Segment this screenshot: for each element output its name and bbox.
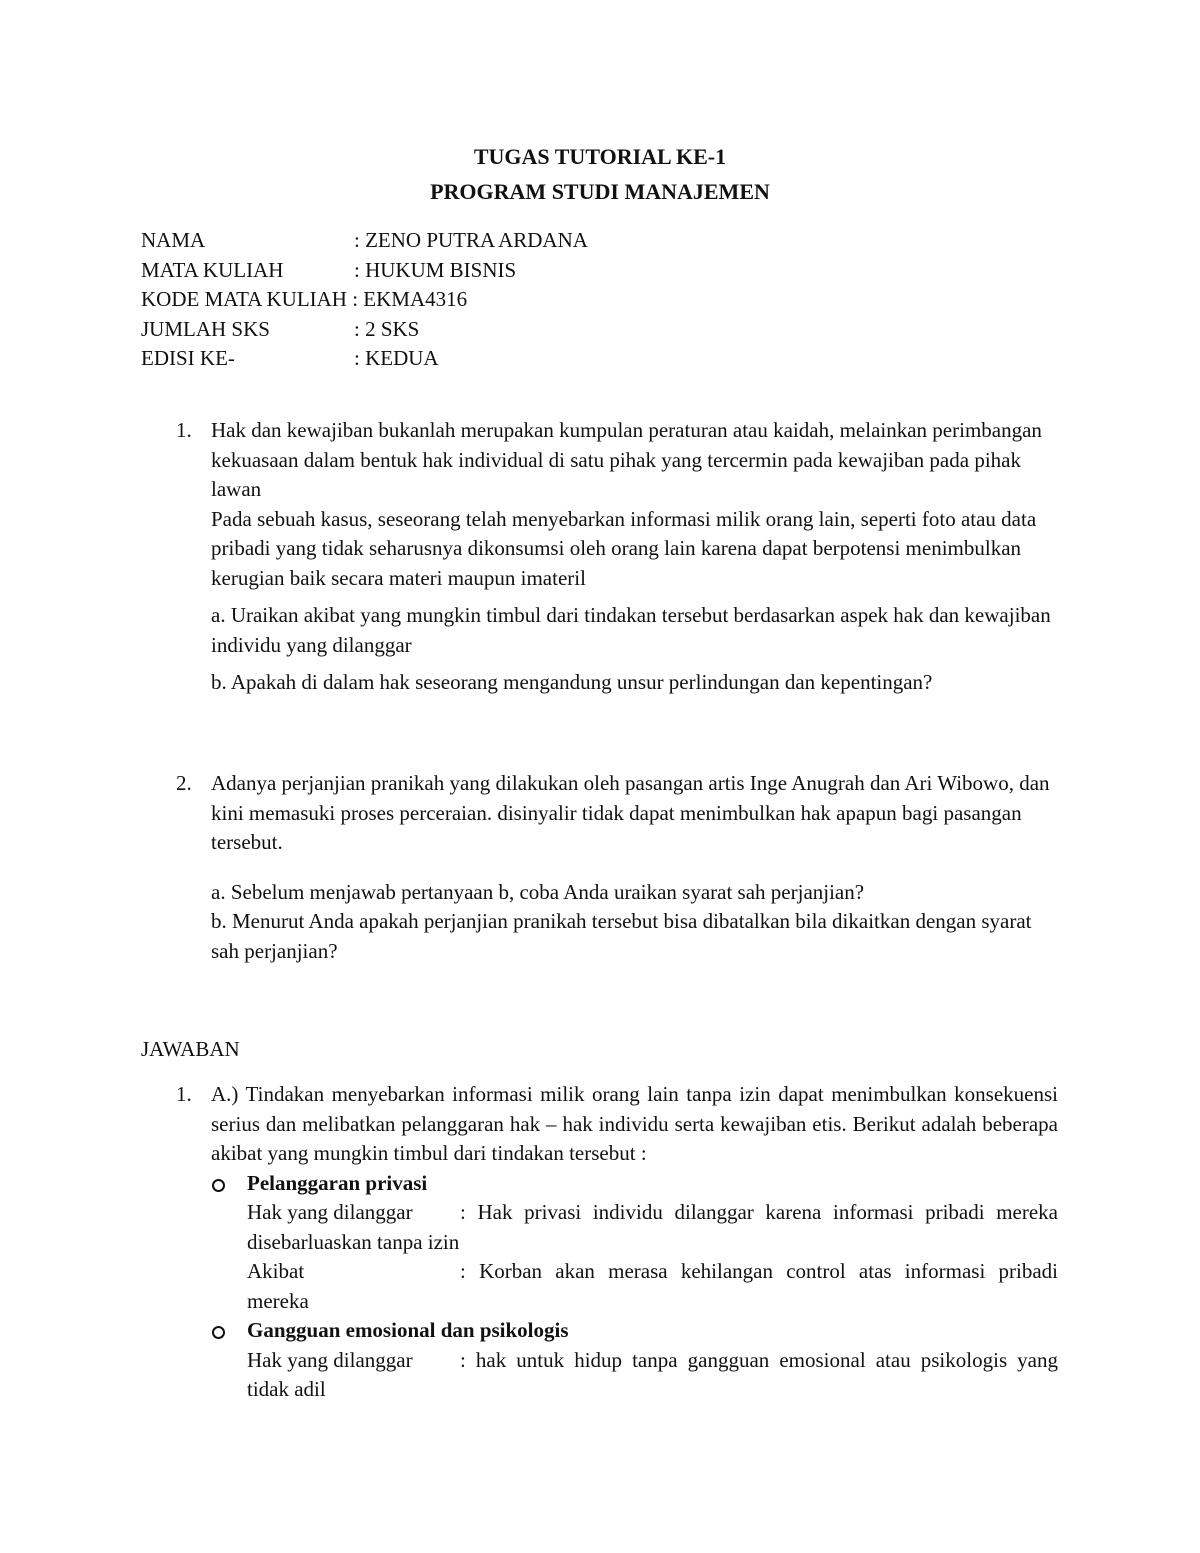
row-text: : Korban akan merasa kehilangan control atas informasi pribadi mereka bbox=[247, 1259, 1058, 1313]
answer-point-row bbox=[247, 1198, 1058, 1257]
meta-key: EDISI KE- bbox=[141, 346, 235, 370]
question-sub-b: b. Menurut Anda apakah perjanjian pranikah tersebut bisa dibatalkan bila dikaitkan dengan syarat sah perjanjian? bbox=[211, 909, 1032, 963]
question-sub-a: a. Sebelum menjawab pertanyaan b, coba Anda uraikan syarat sah perjanjian? bbox=[211, 879, 865, 904]
answer-point-emosional bbox=[247, 1316, 1058, 1405]
meta-value: : 2 SKS bbox=[354, 316, 420, 341]
question-1 bbox=[176, 416, 1056, 698]
meta-key: JUMLAH SKS bbox=[141, 316, 270, 341]
student-info bbox=[141, 226, 588, 374]
question-case: Pada sebuah kasus, seseorang telah menyebarkan informasi milik orang lain, seperti foto atau data pribadi yang tidak seharusnya dikonsumsi oleh orang lain karena dapat berpotensi menimbulkan kerugian baik secara materi maupun imateril bbox=[211, 506, 1037, 590]
document-subtitle: PROGRAM STUDI MANAJEMEN bbox=[430, 179, 770, 204]
meta-key: KODE MATA KULIAH : EKMA4316 bbox=[141, 287, 468, 311]
meta-row-kode bbox=[141, 285, 588, 315]
question-number: 2. bbox=[176, 771, 192, 795]
meta-row-nama bbox=[141, 226, 588, 256]
meta-row-mata-kuliah bbox=[141, 256, 588, 286]
answer-point-title: Pelanggaran privasi bbox=[247, 1170, 428, 1195]
row-label: Hak yang dilanggar bbox=[247, 1200, 413, 1224]
document-title: TUGAS TUTORIAL KE-1 bbox=[473, 144, 727, 169]
hollow-circle-bullet-icon bbox=[212, 1326, 225, 1339]
question-sub-b: b. Apakah di dalam hak seseorang mengandung unsur perlindungan dan kepentingan? bbox=[211, 670, 933, 694]
answer-point-row bbox=[247, 1346, 1058, 1405]
meta-row-edisi bbox=[141, 344, 588, 374]
row-text: : Hak privasi individu dilanggar karena informasi pribadi mereka disebarluaskan tanpa izin bbox=[247, 1200, 1058, 1254]
answer-point-row bbox=[247, 1257, 1058, 1316]
question-text: Hak dan kewajiban bukanlah merupakan kumpulan peraturan atau kaidah, melainkan perimbangan kekuasaan dalam bentuk hak individual di satu pihak yang tercermin pada kewajiban pada pihak lawan bbox=[211, 418, 1042, 501]
question-sub-a: a. Uraikan akibat yang mungkin timbul dari tindakan tersebut berdasarkan aspek hak dan kewajiban individu yang dilanggar bbox=[211, 603, 1051, 657]
answer-intro: A.) Tindakan menyebarkan informasi milik orang lain tanpa izin dapat menimbulkan konsekuensi serius dan melibatkan pelanggaran hak – hak individu serta kewajiban etis. Berikut adalah beberapa akibat yang mungkin timbul dari tindakan tersebut : bbox=[211, 1082, 1058, 1165]
hollow-circle-bullet-icon bbox=[212, 1179, 225, 1192]
row-text: : hak untuk hidup tanpa gangguan emosional atau psikologis yang tidak adil bbox=[247, 1347, 1058, 1401]
meta-key: NAMA bbox=[141, 228, 206, 252]
meta-key: MATA KULIAH bbox=[141, 257, 284, 282]
meta-value: : KEDUA bbox=[354, 346, 439, 370]
question-number: 1. bbox=[176, 418, 192, 442]
question-2 bbox=[176, 769, 1056, 966]
answer-point-privasi bbox=[247, 1169, 1058, 1317]
answer-point-title: Gangguan emosional dan psikologis bbox=[247, 1318, 569, 1342]
meta-value: : ZENO PUTRA ARDANA bbox=[354, 228, 588, 252]
meta-value: : HUKUM BISNIS bbox=[354, 257, 517, 282]
row-label: Hak yang dilanggar bbox=[247, 1347, 413, 1372]
answer-number: 1. bbox=[176, 1082, 192, 1106]
answer-heading: JAWABAN bbox=[141, 1037, 240, 1061]
meta-row-sks bbox=[141, 315, 588, 345]
answer-1 bbox=[176, 1080, 1058, 1405]
row-label: Akibat bbox=[247, 1259, 305, 1283]
question-text: Adanya perjanjian pranikah yang dilakukan oleh pasangan artis Inge Anugrah dan Ari Wibowo, dan kini memasuki proses perceraian. disinyalir tidak dapat menimbulkan hak apapun bagi pasangan tersebut. bbox=[211, 771, 1050, 854]
